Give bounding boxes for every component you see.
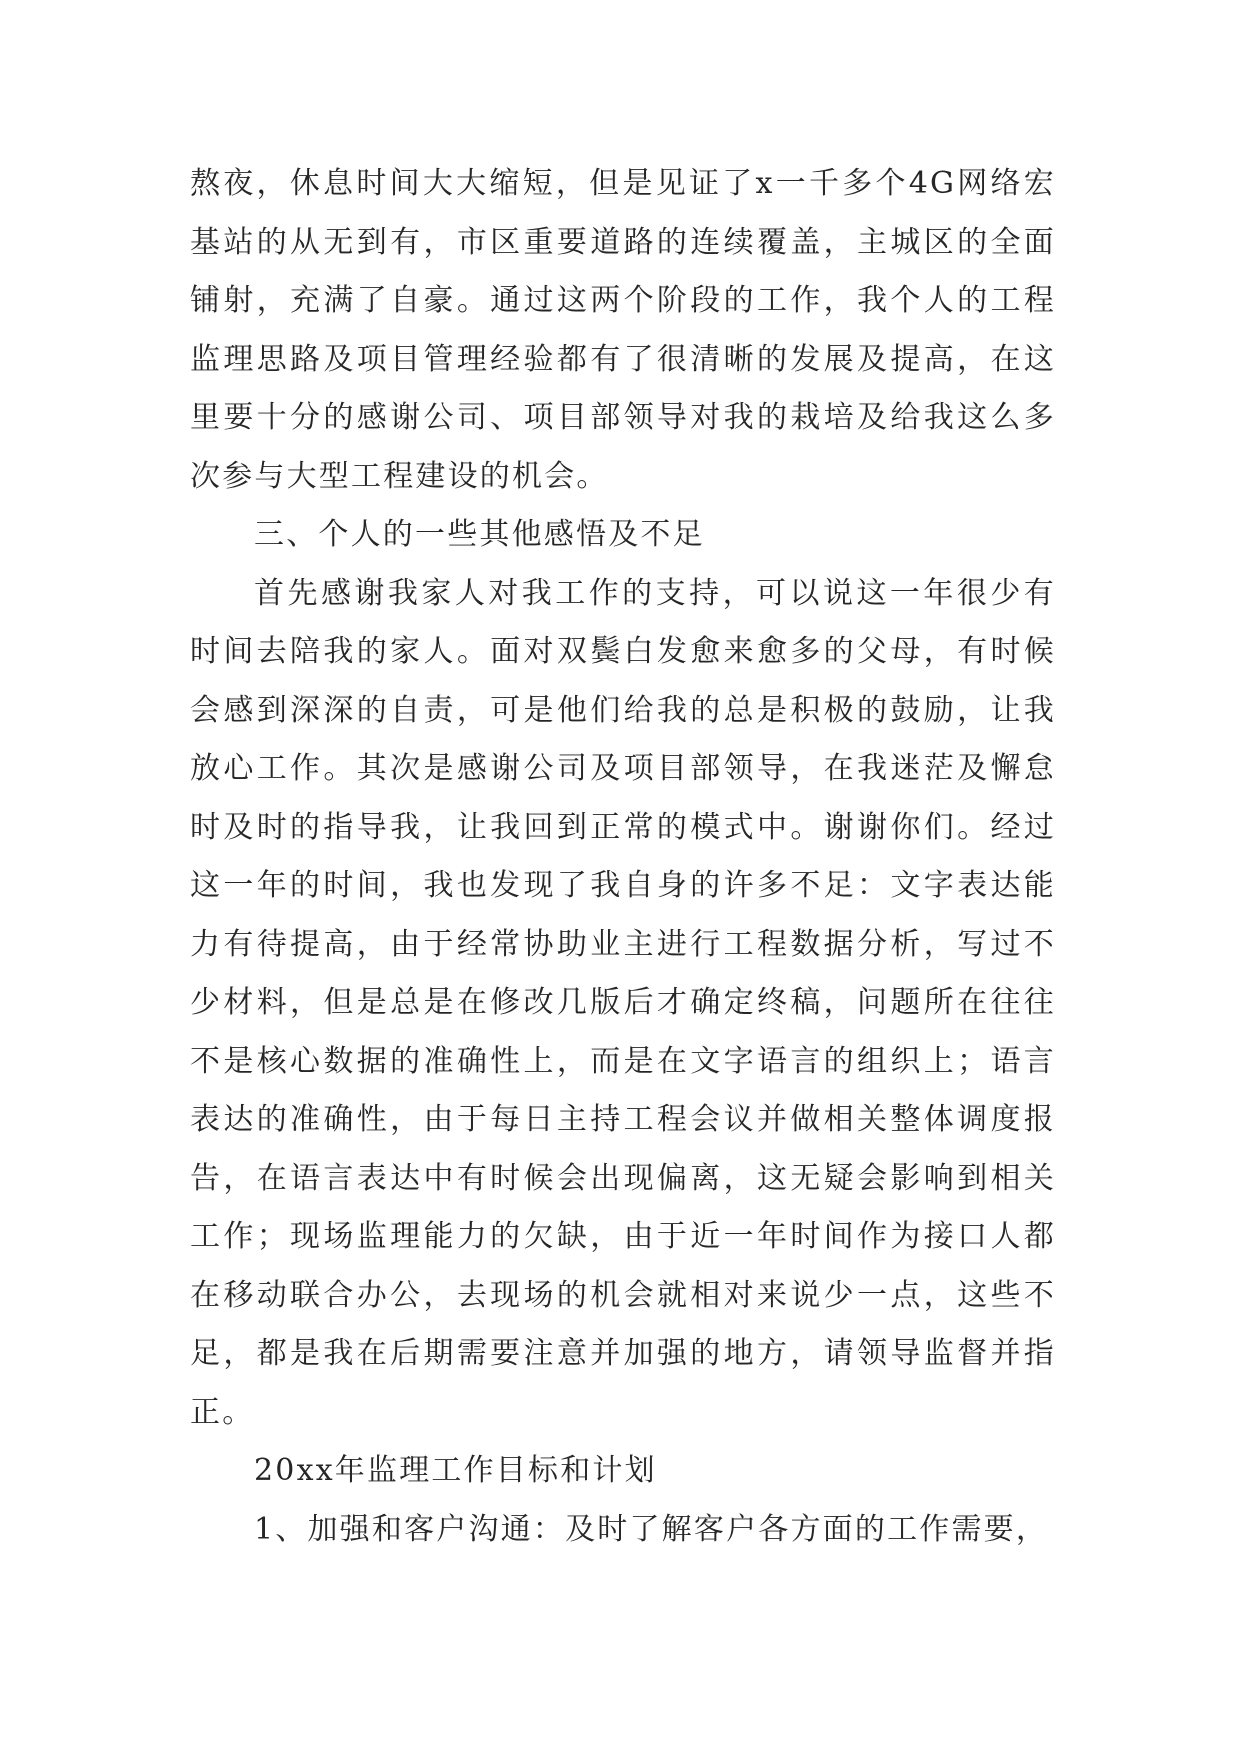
paragraph-goal-1: 1、加强和客户沟通：及时了解客户各方面的工作需要， xyxy=(254,1511,1049,1547)
document-body xyxy=(190,155,1056,1559)
section-heading-reflections: 三、个人的一些其他感悟及不足 xyxy=(254,517,705,552)
paragraph-reflections: 首先感谢我家人对我工作的支持，可以说这一年很少有时间去陪我的家人。面对双鬓白发愈来愈多的父母，有时候会感到深深的自责，可是他们给我的总是积极的鼓励，让我放心工作。其次是感谢公司及项目部领导，在我迷茫及懈怠时及时的指导我，让我回到正常的模式中。谢谢你们。经过这一年的时间，我也发现了我自身的许多不足：文字表达能力有待提高，由于经常协助业主进行工程数据分析，写过不少材料，但是总是在修改几版后才确定终稿，问题所在往往不是核心数据的准确性上，而是在文字语言的组织上；语言表达的准确性，由于每日主持工程会议并做相关整体调度报告，在语言表达中有时候会出现偏离，这无疑会影响到相关工作；现场监理能力的欠缺，由于近一年时间作为接口人都在移动联合办公，去现场的机会就相对来说少一点，这些不足，都是我在后期需要注意并加强的地方，请领导监督并指正。 xyxy=(190,575,1056,1430)
paragraph-continuation: 熬夜，休息时间大大缩短，但是见证了x一千多个4G网络宏基站的从无到有，市区重要道路的连续覆盖，主城区的全面铺射，充满了自豪。通过这两个阶段的工作，我个人的工程监理思路及项目管理经验都有了很清晰的发展及提高，在这里要十分的感谢公司、项目部领导对我的栽培及给我这么多次参与大型工程建设的机会。 xyxy=(190,166,1056,494)
section-heading-goals: 20xx年监理工作目标和计划 xyxy=(254,1453,657,1488)
